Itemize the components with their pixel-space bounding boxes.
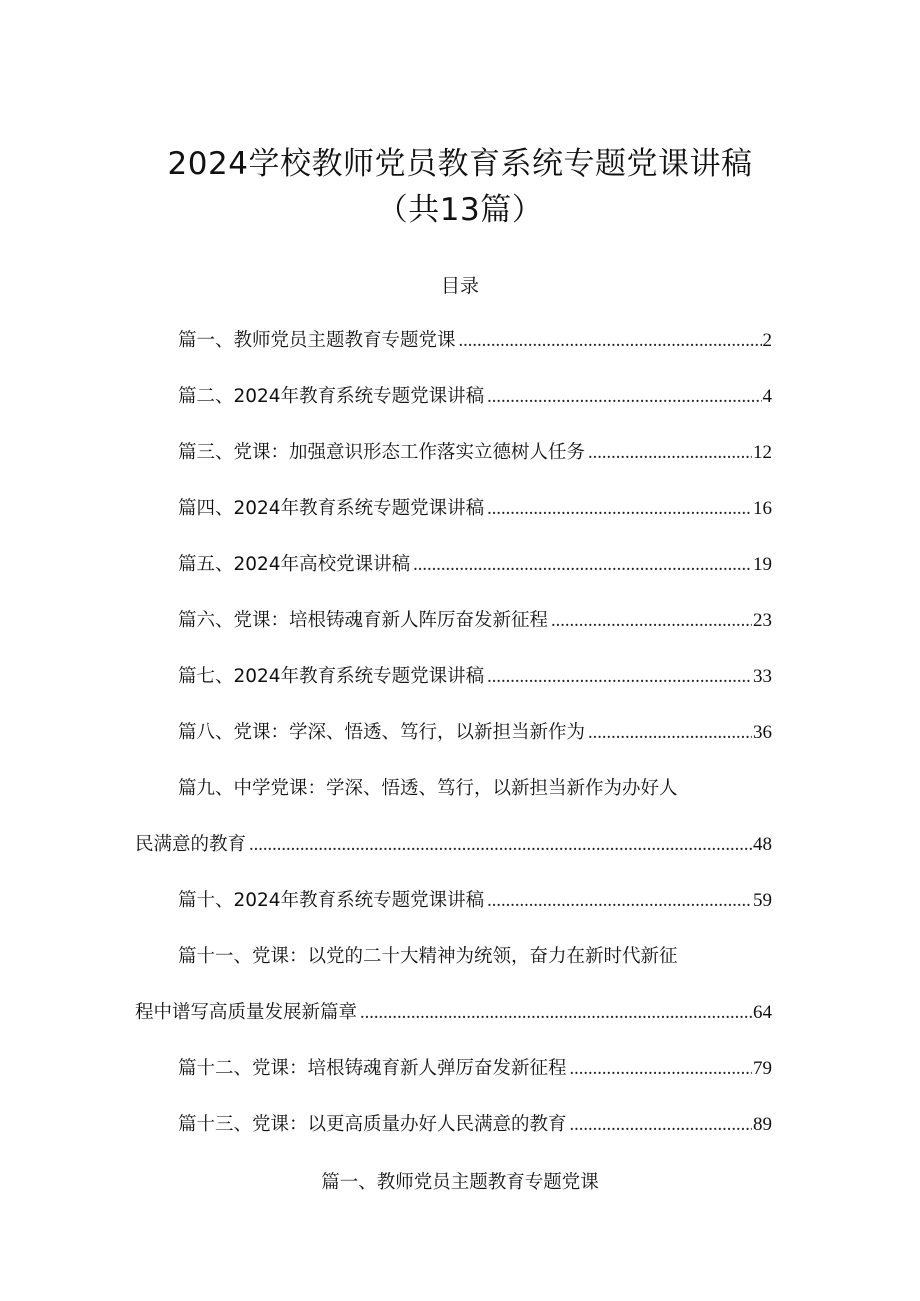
toc-entry-page: 19 (753, 554, 772, 575)
toc-heading: 目录 (440, 275, 479, 297)
document-title-line2: （共13篇） (376, 192, 544, 228)
toc-leader-dots (570, 1115, 752, 1136)
toc-entry-page: 59 (753, 890, 772, 911)
toc-entry-label: 篇一、教师党员主题教育专题党课 (178, 330, 456, 351)
toc-entry-1[interactable] (178, 326, 772, 354)
toc-entry-label: 篇二、2024年教育系统专题党课讲稿 (178, 386, 485, 407)
toc-leader-dots (551, 611, 752, 632)
toc-leader-dots (487, 387, 761, 408)
toc-entry-2[interactable] (178, 382, 772, 410)
toc-entry-7[interactable] (178, 662, 772, 690)
toc-entry-page: 48 (753, 834, 772, 855)
toc-entry-10[interactable] (178, 886, 772, 914)
toc-entry-6[interactable] (178, 606, 772, 634)
toc-entry-page: 16 (753, 498, 772, 519)
toc-entry-11-line1[interactable]: 篇十一、党课：以党的二十大精神为统领，奋力在新时代新征 (178, 946, 678, 967)
toc-leader-dots (360, 1003, 752, 1024)
section-heading: 篇一、教师党员主题教育专题党课 (321, 1172, 599, 1193)
toc-entry-page: 23 (753, 610, 772, 631)
toc-entry-label: 民满意的教育 (135, 834, 247, 855)
toc-entry-label: 篇六、党课：培根铸魂育新人阵厉奋发新征程 (178, 610, 549, 631)
toc-leader-dots (459, 331, 762, 352)
toc-entry-5[interactable] (178, 550, 772, 578)
toc-entry-page: 2 (762, 330, 772, 351)
toc-entry-9[interactable] (135, 830, 772, 858)
toc-leader-dots (487, 499, 752, 520)
toc-entry-3[interactable] (178, 438, 772, 466)
toc-entry-label: 篇十二、党课：培根铸魂育新人弹厉奋发新征程 (178, 1058, 567, 1079)
toc-entry-page: 89 (753, 1114, 772, 1135)
toc-leader-dots (487, 667, 752, 688)
toc-entry-page: 36 (753, 722, 772, 743)
toc-entry-page: 33 (753, 666, 772, 687)
toc-leader-dots (487, 891, 752, 912)
toc-entry-label: 篇四、2024年教育系统专题党课讲稿 (178, 498, 485, 519)
toc-entry-13[interactable] (178, 1110, 772, 1138)
toc-entry-8[interactable] (178, 718, 772, 746)
toc-entry-label: 篇三、党课：加强意识形态工作落实立德树人任务 (178, 442, 586, 463)
toc-entry-label: 篇五、2024年高校党课讲稿 (178, 554, 411, 575)
toc-leader-dots (588, 443, 752, 464)
toc-leader-dots (413, 555, 752, 576)
toc-entry-label: 篇八、党课：学深、悟透、笃行，以新担当新作为 (178, 722, 586, 743)
toc-leader-dots (570, 1059, 752, 1080)
toc-entry-label: 篇十、2024年教育系统专题党课讲稿 (178, 890, 485, 911)
toc-entry-page: 12 (753, 442, 772, 463)
toc-entry-label: 篇七、2024年教育系统专题党课讲稿 (178, 666, 485, 687)
toc-entry-12[interactable] (178, 1054, 772, 1082)
toc-entry-page: 79 (753, 1058, 772, 1079)
toc-leader-dots (249, 835, 752, 856)
toc-entry-page: 64 (753, 1002, 772, 1023)
toc-entry-label: 篇十三、党课：以更高质量办好人民满意的教育 (178, 1114, 567, 1135)
toc-entry-4[interactable] (178, 494, 772, 522)
toc-entry-page: 4 (762, 386, 772, 407)
toc-entry-9-line1[interactable]: 篇九、中学党课：学深、悟透、笃行，以新担当新作为办好人 (178, 778, 678, 799)
toc-entry-11[interactable] (135, 998, 772, 1026)
toc-entry-label: 程中谱写高质量发展新篇章 (135, 1002, 358, 1023)
document-title-line1: 2024学校教师党员教育系统专题党课讲稿 (167, 146, 753, 182)
toc-leader-dots (588, 723, 752, 744)
